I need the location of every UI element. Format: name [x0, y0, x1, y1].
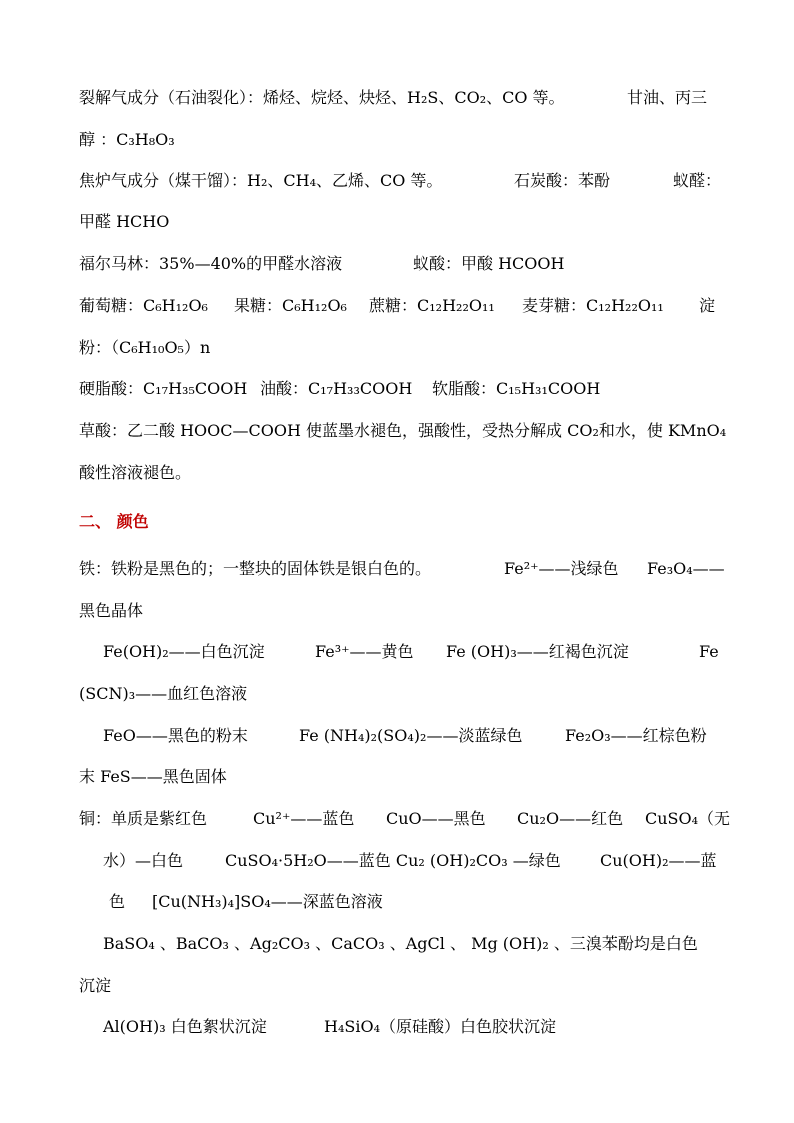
- text-segment: 色: [109, 892, 126, 911]
- text-segment: 石炭酸：苯酚: [514, 171, 611, 190]
- text-segment: 硬脂酸：C₁₇H₃₅COOH: [79, 379, 248, 398]
- text-segment: 福尔马林：35%—40%的甲醛水溶液: [79, 254, 343, 273]
- text-segment: 醇 ：C₃H₈O₃: [79, 130, 175, 149]
- text-segment: 水）—白色: [103, 851, 184, 870]
- text-segment: (SCN)₃——血红色溶液: [79, 684, 248, 703]
- text-segment: Fe₂O₃——红棕色粉: [565, 726, 707, 745]
- text-segment: Fe₃O₄——: [647, 559, 725, 578]
- text-segment: 沉淀: [79, 976, 112, 995]
- text-segment: Fe (OH)₃——红褐色沉淀: [446, 642, 629, 661]
- text-segment: 焦炉气成分（煤干馏）：H₂、CH₄、乙烯、CO 等。: [79, 171, 443, 190]
- text-segment: 酸性溶液褪色。: [79, 463, 192, 482]
- text-segment: Cu₂O——红色: [517, 809, 624, 828]
- text-segment: 蚁醛：: [673, 171, 722, 190]
- text-segment: 果糖：C₆H₁₂O₆: [234, 296, 347, 315]
- text-segment: Cu(OH)₂——蓝: [600, 851, 717, 870]
- text-segment: Fe (NH₄)₂(SO₄)₂——淡蓝绿色: [299, 726, 523, 745]
- text-segment: 麦芽糖：C₁₂H₂₂O₁₁: [522, 296, 664, 315]
- text-segment: 末 FeS——黑色固体: [79, 767, 227, 786]
- text-segment: 油酸：C₁₇H₃₃COOH: [260, 379, 413, 398]
- text-segment: Fe²⁺——浅绿色: [504, 559, 619, 578]
- heading-text: 二、 颜色: [79, 512, 149, 531]
- text-segment: 甲醛 HCHO: [79, 212, 170, 231]
- text-segment: 蔗糖：C₁₂H₂₂O₁₁: [369, 296, 495, 315]
- text-segment: Cu²⁺——蓝色: [253, 809, 355, 828]
- text-segment: 软脂酸：C₁₅H₃₁COOH: [432, 379, 601, 398]
- text-segment: CuO——黑色: [386, 809, 486, 828]
- text-segment: 裂解气成分（石油裂化）：烯烃、烷烃、炔烃、H₂S、CO₂、CO 等。: [79, 88, 565, 107]
- text-segment: [Cu(NH₃)₄]SO₄——深蓝色溶液: [152, 892, 383, 911]
- text-segment: 铜：单质是紫红色: [79, 809, 208, 828]
- text-segment: H₄SiO₄（原硅酸）白色胶状沉淀: [324, 1017, 556, 1036]
- text-segment: BaSO₄ 、BaCO₃ 、Ag₂CO₃ 、CaCO₃ 、AgCl 、 Mg (OH)₂ 、三溴苯酚均是白色: [103, 934, 698, 953]
- text-segment: 蚁酸：甲酸 HCOOH: [413, 254, 565, 273]
- text-segment: Al(OH)₃ 白色絮状沉淀: [103, 1017, 267, 1036]
- text-segment: Fe(OH)₂——白色沉淀: [103, 642, 265, 661]
- text-segment: 甘油、丙三: [627, 88, 708, 107]
- text-segment: FeO——黑色的粉末: [103, 726, 248, 745]
- text-segment: 粉：（C₆H₁₀O₅）n: [79, 338, 211, 357]
- text-segment: 铁：铁粉是黑色的；一整块的固体铁是银白色的。: [79, 559, 432, 578]
- text-segment: 葡萄糖：C₆H₁₂O₆: [79, 296, 208, 315]
- text-segment: Fe: [699, 642, 719, 661]
- text-segment: 草酸：乙二酸 HOOC—COOH 使蓝墨水褪色，强酸性，受热分解成 CO₂和水，使 KMnO₄: [79, 421, 727, 440]
- text-segment: 淀: [699, 296, 716, 315]
- text-segment: Fe³⁺——黄色: [315, 642, 414, 661]
- text-segment: CuSO₄（无: [645, 809, 731, 828]
- text-segment: 黑色晶体: [79, 601, 144, 620]
- text-segment: CuSO₄·5H₂O——蓝色 Cu₂ (OH)₂CO₃ —绿色: [225, 851, 561, 870]
